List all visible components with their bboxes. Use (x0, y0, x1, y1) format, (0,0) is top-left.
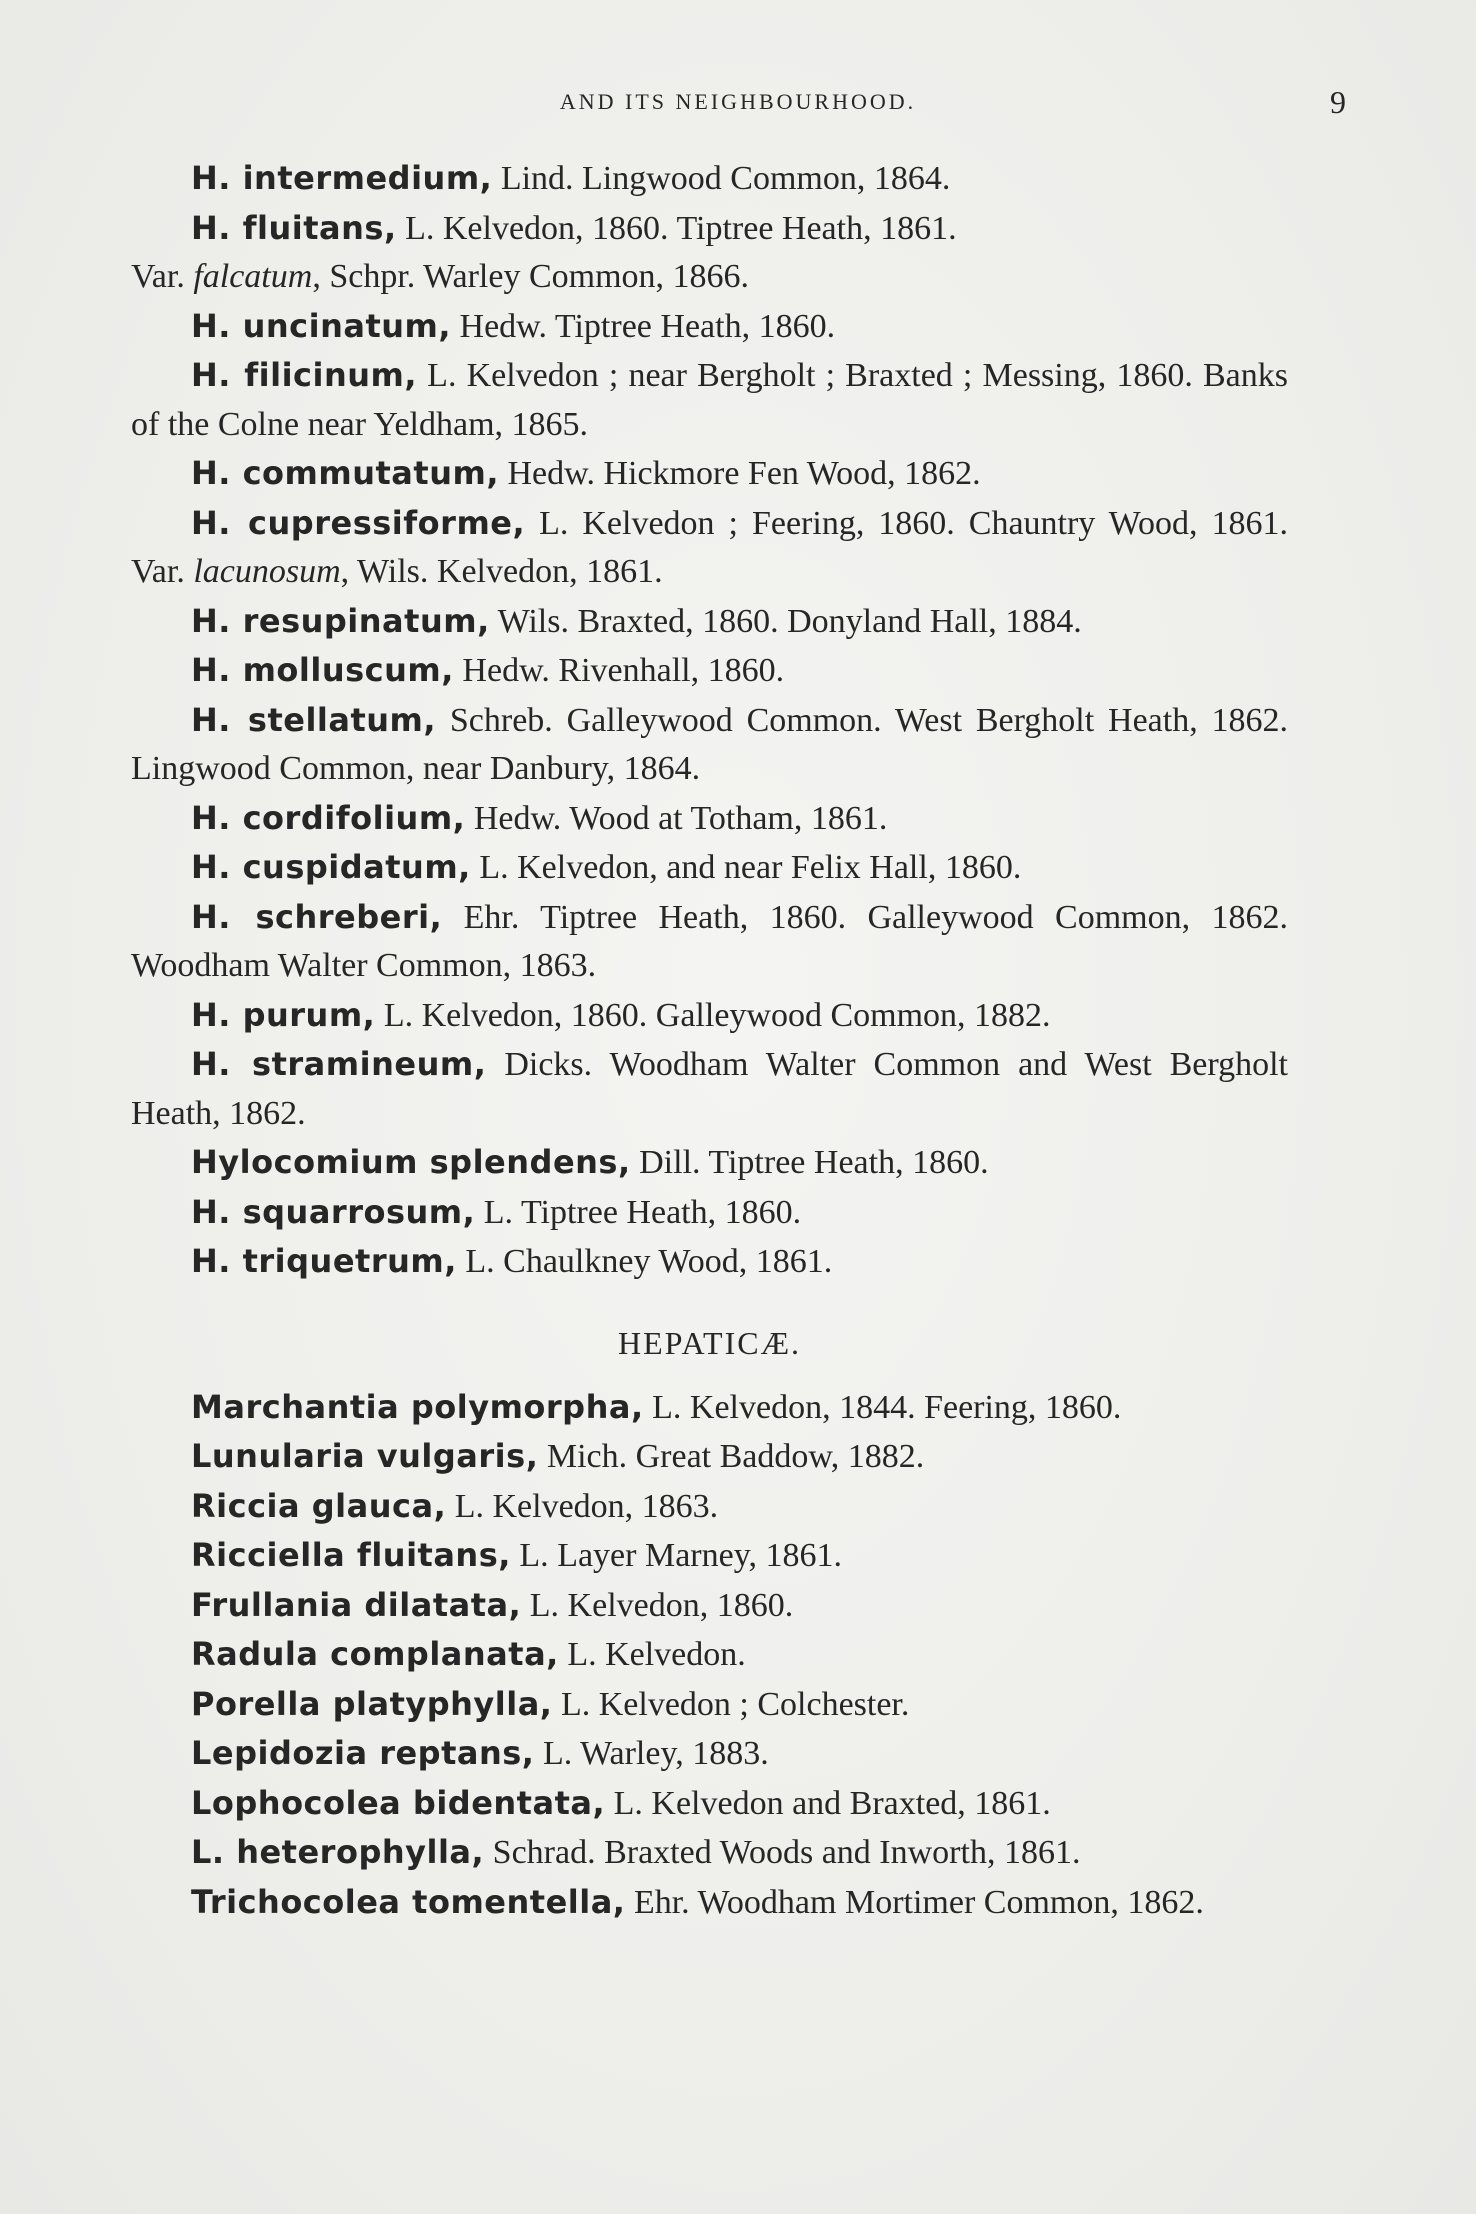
species-localities: Kelvedon, and near Felix Hall, 1860. (508, 849, 1022, 886)
species-entry (131, 1630, 1288, 1680)
species-localities: Kelvedon, 1860. Galleywood Common, 1882. (413, 996, 1051, 1034)
species-entry (131, 1531, 1288, 1581)
entries-group-d (131, 1383, 1288, 1928)
species-entry (131, 351, 1288, 449)
species-localities: Kelvedon, 1860. Tiptree Heath, 1861. (434, 209, 957, 247)
species-entry (131, 1040, 1288, 1138)
species-localities: Layer Marney, 1861. (548, 1537, 842, 1574)
species-entry (131, 1581, 1288, 1631)
species-name: Riccia glauca, (191, 1486, 447, 1525)
species-author: Schreb. (436, 701, 553, 739)
species-entry (131, 696, 1288, 794)
species-localities: Warley, 1883. (572, 1735, 769, 1772)
species-entry (131, 1828, 1288, 1878)
variety-name: falcatum (193, 258, 313, 295)
species-name: H. schreberi, (191, 897, 443, 936)
species-localities: Tiptree Heath, 1860. (700, 1144, 989, 1181)
species-localities-cont: , Wils. Kelvedon, 1861. (340, 553, 663, 590)
species-entry (131, 646, 1288, 696)
species-author: L. (534, 1735, 573, 1772)
species-name: H. squarrosum, (191, 1192, 476, 1231)
species-localities: Galleywood Common. West Bergholt Heath, 1862. Lingwood Common, near Danbury, 1864. (131, 701, 1289, 787)
species-author: Lind. (492, 160, 574, 197)
species-localities: Braxted Woods and Inworth, 1861. (595, 1834, 1081, 1871)
species-author: L. (375, 996, 414, 1034)
species-name: H. uncinatum, (191, 306, 452, 345)
species-localities: Tiptree Heath, 1860. (513, 1193, 802, 1231)
variety-text: , Schpr. Warley Common, 1866. (312, 258, 750, 295)
species-name: H. cordifolium, (191, 798, 466, 837)
species-name: H. cupressiforme, (191, 503, 526, 542)
species-name: L. heterophylla, (191, 1833, 485, 1871)
species-list (131, 154, 1288, 1927)
variety-prefix: Var. (131, 258, 194, 295)
species-name: H. stramineum, (191, 1045, 487, 1083)
species-author: Hedw. (465, 799, 562, 837)
species-author: L. (417, 357, 457, 394)
species-entry (131, 1878, 1288, 1928)
species-author: Schrad. (484, 1834, 596, 1871)
species-author: Wils. (489, 602, 569, 640)
species-author: Hedw. (451, 307, 548, 345)
species-name: H. resupinatum, (191, 601, 490, 640)
species-name: H. stellatum, (191, 700, 437, 739)
species-author: Mich. (538, 1438, 628, 1475)
species-author: L. (521, 1586, 560, 1624)
species-name: H. commutatum, (191, 454, 499, 492)
species-entry (131, 1779, 1288, 1829)
species-localities: Wood at Totham, 1861. (561, 799, 888, 837)
species-author: L. (643, 1388, 682, 1426)
species-author: Hedw. (498, 455, 595, 492)
species-localities: Kelvedon ; Feering, 1860. Chauntry Wood, 1861. Var. (131, 504, 1289, 590)
species-entry (131, 1432, 1288, 1482)
species-name: Lunularia vulgaris, (191, 1437, 539, 1475)
species-author: L. (446, 1487, 484, 1525)
species-name: Ricciella fluitans, (191, 1536, 511, 1574)
species-localities: Lingwood Common, 1864. (573, 160, 951, 197)
species-entry (131, 449, 1288, 499)
species-localities: Kelvedon. (596, 1636, 746, 1673)
species-author: L. (396, 209, 435, 247)
species-author: L. (525, 504, 569, 542)
species-localities: Woodham Mortimer Common, 1862. (689, 1883, 1204, 1921)
species-name: H. triquetrum, (191, 1242, 457, 1280)
species-localities: Hickmore Fen Wood, 1862. (594, 455, 981, 492)
species-entry (131, 1680, 1288, 1730)
species-entry (131, 843, 1288, 893)
species-localities: Braxted, 1860. Donyland Hall, 1884. (568, 602, 1082, 640)
species-localities: Kelvedon, 1863. (484, 1487, 719, 1525)
species-entry (131, 991, 1288, 1041)
species-entry (131, 154, 1288, 204)
species-name: Frullania dilatata, (191, 1585, 522, 1624)
species-name: H. fluitans, (191, 208, 397, 247)
species-author: L. (552, 1685, 591, 1723)
species-name: H. purum, (191, 995, 376, 1034)
entries-group-b (131, 302, 1288, 499)
species-localities: Kelvedon and Braxted, 1861. (642, 1784, 1051, 1822)
species-entry (131, 1729, 1288, 1779)
page-header (130, 82, 1346, 122)
running-head: AND ITS NEIGHBOURHOOD. (559, 89, 917, 114)
species-name: Trichocolea tomentella, (191, 1882, 626, 1921)
species-name: Porella platyphylla, (191, 1684, 553, 1723)
entries-group-c (131, 597, 1288, 1287)
species-author: Ehr. (625, 1883, 690, 1921)
species-entry (131, 1138, 1288, 1188)
species-localities: Kelvedon, 1844. Feering, 1860. (681, 1388, 1122, 1426)
species-entry (131, 1237, 1288, 1287)
species-entry (131, 1383, 1288, 1433)
variety-name: lacunosum (193, 553, 341, 590)
species-name: H. cuspidatum, (191, 848, 471, 886)
species-name: H. filicinum, (191, 356, 418, 394)
species-name: Hylocomium splendens, (191, 1143, 631, 1181)
species-author: L. (605, 1784, 643, 1822)
species-name: Lophocolea bidentata, (191, 1783, 606, 1822)
species-entry (131, 499, 1288, 597)
variety-entry (131, 253, 1288, 302)
species-name: H. molluscum, (191, 651, 454, 689)
species-entry (131, 794, 1288, 844)
species-author: Dill. (630, 1144, 701, 1181)
species-entry (131, 597, 1288, 647)
species-localities: Tiptree Heath, 1860. Galleywood Common, 1862. Woodham Walter Common, 1863. (131, 898, 1288, 984)
species-author: L. (558, 1636, 597, 1673)
species-entry (131, 1188, 1288, 1238)
species-name: Lepidozia reptans, (191, 1734, 535, 1772)
species-localities: Woodham Walter Common and West Bergholt Heath, 1862. (131, 1046, 1288, 1132)
species-entry (131, 893, 1288, 991)
species-entry (131, 204, 1288, 254)
species-author: L. (510, 1537, 549, 1574)
species-localities: Tiptree Heath, 1860. (547, 307, 836, 345)
species-author: Dicks. (486, 1046, 593, 1083)
species-entry (131, 302, 1288, 352)
species-author: L. (470, 849, 509, 886)
species-localities: Kelvedon, 1860. (559, 1586, 794, 1624)
species-author: L. (456, 1243, 495, 1280)
species-author: Hedw. (453, 652, 550, 689)
page-number: 9 (1330, 84, 1346, 120)
species-name: Marchantia polymorpha, (191, 1387, 644, 1426)
species-name: H. intermedium, (191, 159, 493, 197)
species-name: Radula complanata, (191, 1635, 559, 1673)
species-localities: Kelvedon ; Colchester. (590, 1685, 910, 1723)
section-heading: HEPATICÆ. (617, 1324, 802, 1361)
entries-group-a (131, 154, 1288, 253)
species-localities: Kelvedon ; near Bergholt ; Braxted ; Messing, 1860. Banks of the Colne near Yeldham, 1865. (131, 357, 1288, 443)
species-localities: Great Baddow, 1882. (627, 1438, 925, 1475)
species-author: L. (475, 1193, 514, 1231)
species-localities: Rivenhall, 1860. (549, 652, 785, 689)
species-author: Ehr. (442, 898, 520, 936)
species-entry (131, 1482, 1288, 1532)
species-localities: Chaulkney Wood, 1861. (494, 1243, 833, 1280)
